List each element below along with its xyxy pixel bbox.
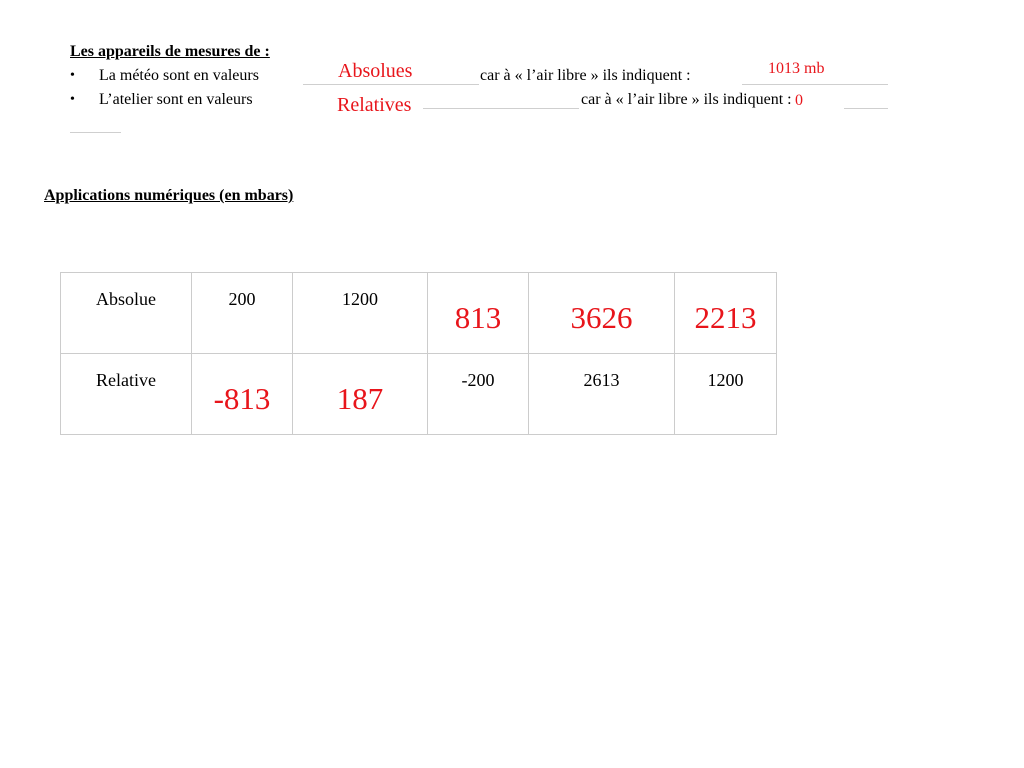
line2-answer-blank[interactable] [423,108,579,109]
table-cell [529,273,675,354]
table-row-absolue [61,273,777,354]
handwritten-value: 2213 [694,300,757,335]
section-title: Applications numériques (en mbars) [44,187,294,204]
line2-prefix: L’atelier sont en valeurs [99,91,253,108]
table-cell [428,273,529,354]
table-cell [293,273,428,354]
handwritten-value: -813 [213,381,271,416]
bullet-icon: • [70,68,75,83]
row-label: Relative [96,370,156,390]
line1-answer-blank[interactable] [303,84,479,85]
table-cell [529,354,675,435]
continuation-blank[interactable] [70,132,121,133]
table-cell [293,354,428,435]
intro-heading: Les appareils de mesures de : [70,43,270,60]
line1-value: 1013 mb [768,60,825,77]
line2-middle: car à « l’air libre » ils indiquent : [581,91,792,108]
table-cell [675,273,777,354]
handwritten-value: 813 [454,300,502,335]
line2-value-blank[interactable] [844,108,888,109]
handwritten-value: 3626 [570,300,633,335]
line1-middle: car à « l’air libre » ils indiquent : [480,67,691,84]
line1-value-blank[interactable] [742,84,888,85]
printed-value: 200 [228,289,256,309]
line2-answer: Relatives [337,94,412,116]
bullet-icon: • [70,92,75,107]
printed-value: -200 [461,370,495,390]
table-cell [192,354,293,435]
table-cell [675,354,777,435]
row-label: Absolue [96,289,156,309]
line1-answer: Absolues [338,60,413,82]
handwritten-value: 187 [336,381,384,416]
printed-value: 1200 [707,370,744,390]
printed-value: 2613 [583,370,620,390]
line2-value: 0 [795,92,803,109]
table-row-relative [61,354,777,435]
row-label-cell [61,354,192,435]
values-table [60,272,777,435]
printed-value: 1200 [342,289,378,309]
table-cell [428,354,529,435]
line1-prefix: La météo sont en valeurs [99,67,259,84]
table-cell [192,273,293,354]
row-label-cell [61,273,192,354]
